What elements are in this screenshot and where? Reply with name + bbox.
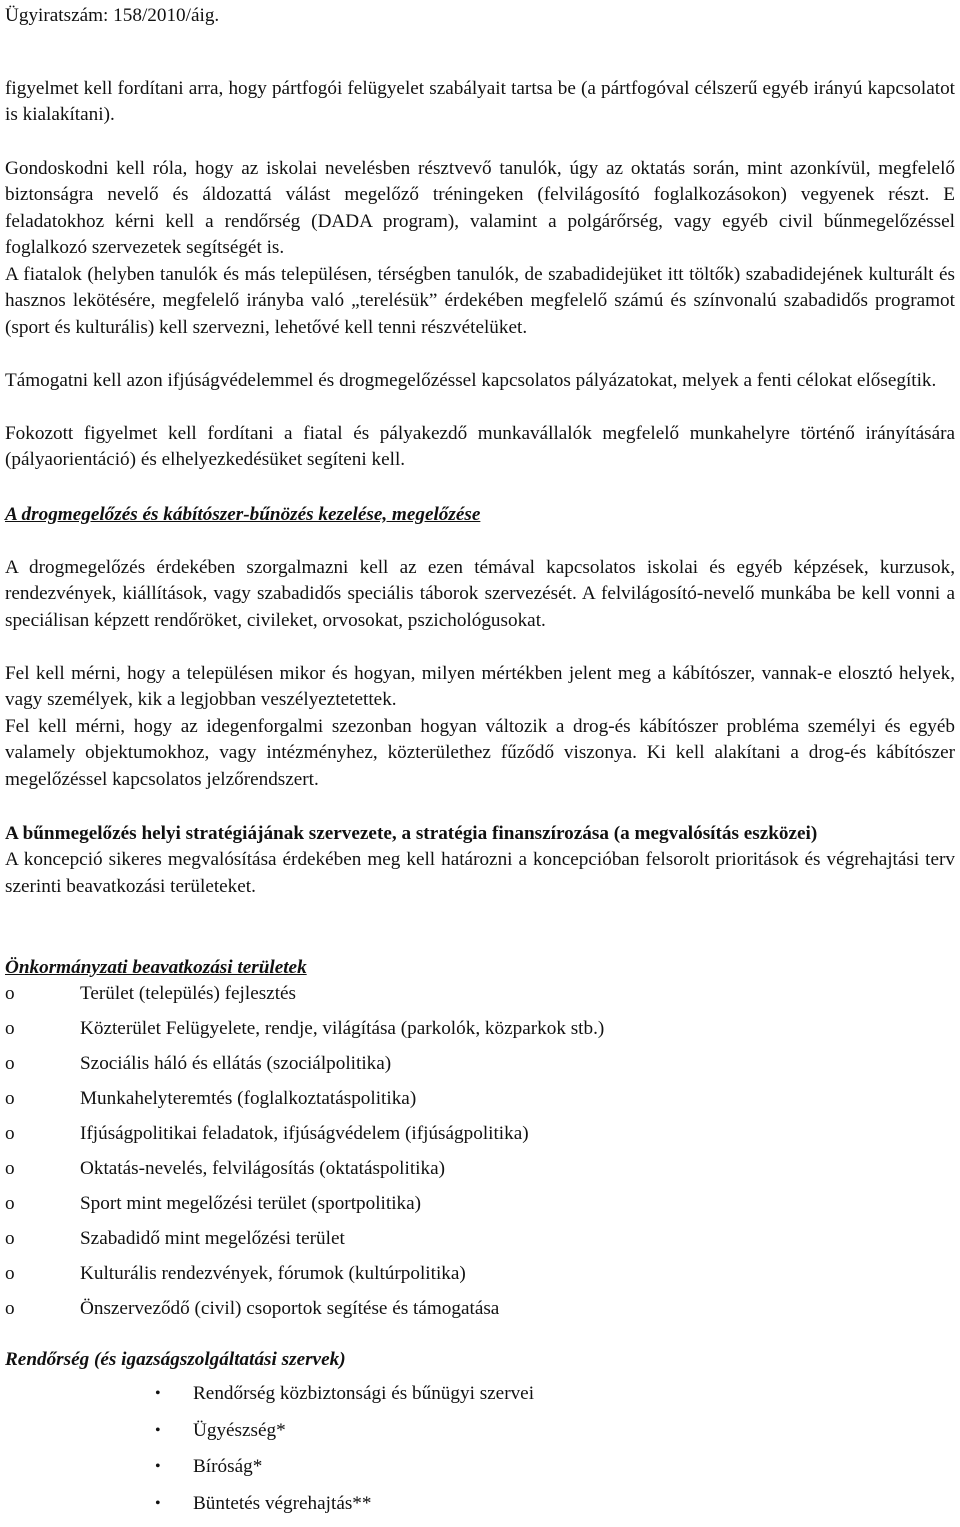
circle-bullet-icon: o — [5, 1193, 15, 1214]
circle-bullet-icon: o — [5, 1053, 15, 1074]
bullet-dot-icon: • — [155, 1458, 161, 1476]
list-item-text: Rendőrség közbiztonsági és bűnügyi szervei — [193, 1383, 535, 1404]
paragraph-text: A koncepció sikeres megvalósítása érdekében meg kell határozni a koncepcióban felsorolt prioritások és végrehajtási terv szerinti beavatkozási területeket. — [5, 849, 955, 897]
list-item — [5, 1016, 955, 1051]
list-item — [5, 1051, 955, 1086]
list-item-text: Büntetés végrehajtás** — [193, 1492, 372, 1514]
paragraph-text: A drogmegelőzés érdekében szorgalmazni kell az ezen témával kapcsolatos iskolai és egyéb képzések, kurzusok, rendezvények, kiállítások, vagy szabadidős speciális táborok szervezését. A felvilágosító-nevelő munkába be kell vonni a speciálisan képzett rendőröket, civileket, orvosokat, pszichológusokat. — [5, 557, 955, 631]
section-heading: A drogmegelőzés és kábítószer-bűnözés kezelése, megelőzése — [5, 504, 481, 525]
list-item-text: Sport mint megelőzési terület (sportpolitika) — [80, 1193, 422, 1214]
section-drug-prevention — [5, 502, 955, 528]
section-heading: A bűnmegelőzés helyi stratégiájának szervezete, a stratégia finanszírozása (a megvalósítás eszközei) — [5, 823, 818, 844]
circle-bullet-icon: o — [5, 1018, 15, 1039]
list-item-text: Ifjúságpolitikai feladatok, ifjúságvédelem (ifjúságpolitika) — [80, 1123, 529, 1144]
section-municipal — [5, 955, 955, 981]
paragraph-youth-leisure — [5, 262, 955, 341]
paragraph-drug-education — [5, 555, 955, 634]
list-item — [5, 981, 955, 1016]
list-item-text: Ügyészség* — [193, 1419, 286, 1441]
list-item-text: Terület (település) fejlesztés — [80, 983, 297, 1004]
circle-bullet-icon: o — [5, 1298, 15, 1319]
list-item — [5, 1121, 955, 1156]
police-list-container — [5, 1381, 955, 1527]
paragraph-text: Fokozott figyelmet kell fordítani a fiatal és pályakezdő munkavállalók megfelelő munkahelyre történő irányítására (pályaorientáció) és elhelyezkedésüket segíteni kell. — [5, 423, 955, 471]
circle-bullet-icon: o — [5, 1158, 15, 1179]
list-item-text: Önszerveződő (civil) csoportok segítése és támogatása — [80, 1298, 500, 1319]
paragraph-text: Támogatni kell azon ifjúságvédelemmel és drogmegelőzéssel kapcsolatos pályázatokat, melyek a fenti célokat elősegítik. — [5, 370, 937, 391]
paragraph-career-orientation — [5, 421, 955, 474]
police-list — [5, 1381, 955, 1527]
paragraph-tourism-season — [5, 714, 955, 793]
circle-bullet-icon: o — [5, 983, 15, 1004]
list-item — [5, 1381, 955, 1418]
bullet-dot-icon: • — [155, 1494, 161, 1512]
list-item-text: Szabadidő mint megelőzési terület — [80, 1228, 345, 1249]
list-item — [5, 1296, 955, 1331]
list-item — [5, 1226, 955, 1261]
reference-number: Ügyiratszám: 158/2010/áig. — [5, 5, 220, 26]
municipal-list — [5, 981, 955, 1331]
list-item-text: Munkahelyteremtés (foglalkoztatáspolitika) — [80, 1088, 417, 1109]
section-police — [5, 1347, 955, 1373]
list-item — [5, 1418, 955, 1455]
list-item-text: Szociális háló és ellátás (szociálpolitika) — [80, 1053, 392, 1074]
section-strategy — [5, 821, 955, 900]
circle-bullet-icon: o — [5, 1228, 15, 1249]
paragraph-support-grants — [5, 368, 955, 394]
circle-bullet-icon: o — [5, 1263, 15, 1284]
bullet-dot-icon: • — [155, 1421, 161, 1439]
list-item — [5, 1191, 955, 1226]
paragraph-text: Gondoskodni kell róla, hogy az iskolai nevelésben résztvevő tanulók, úgy az oktatás során, mint azonkívül, megfelelő biztonságra nevelő és áldozattá válást megelőző tréningeken (felvilágosító foglalkozásokon) vegyenek részt. E feladatokhoz kérni kell a rendőrség (DADA program), valamint a polgárőrség, vagy egyéb civil bűnmegelőzéssel foglalkozó szervezetek segítségét is. — [5, 158, 955, 259]
list-item-text: Bíróság* — [193, 1456, 263, 1478]
list-item — [5, 1261, 955, 1296]
paragraph-text: Fel kell mérni, hogy az idegenforgalmi szezonban hogyan változik a drog-és kábítószer probléma személyi és egyéb valamely objektumokhoz, vagy intézményhez, közterülethez fűződő viszonya. Ki kell alakítani a drog-és kábítószer megelőzéssel kapcsolatos jelzőrendszert. — [5, 716, 955, 790]
municipal-list-container — [5, 981, 955, 1331]
paragraph-text: Fel kell mérni, hogy a településen mikor és hogyan, milyen mértékben jelent meg a kábítószer, vannak-e elosztó helyek, vagy személyek, kik a legjobban veszélyeztetettek. — [5, 663, 955, 711]
list-item-text: Közterület Felügyelete, rendje, világítása (parkolók, közparkok stb.) — [80, 1018, 605, 1039]
list-item-text: Kulturális rendezvények, fórumok (kultúrpolitika) — [80, 1263, 466, 1284]
list-item — [5, 1454, 955, 1491]
list-item — [5, 1086, 955, 1121]
circle-bullet-icon: o — [5, 1123, 15, 1144]
list-item — [5, 1491, 955, 1527]
paragraph-probation — [5, 76, 955, 129]
list-item-text: Oktatás-nevelés, felvilágosítás (oktatáspolitika) — [80, 1158, 445, 1179]
paragraph-drug-assessment — [5, 661, 955, 714]
bullet-dot-icon: • — [155, 1385, 161, 1402]
circle-bullet-icon: o — [5, 1088, 15, 1109]
paragraph-school-training — [5, 156, 955, 262]
paragraph-text: figyelmet kell fordítani arra, hogy pártfogói felügyelet szabályait tartsa be (a pártfogóval célszerű egyéb irányú kapcsolatot is kialakítani). — [5, 78, 955, 126]
section-heading: Rendőrség (és igazságszolgáltatási szervek) — [5, 1349, 346, 1370]
section-heading: Önkormányzati beavatkozási területek — [5, 957, 307, 978]
list-item — [5, 1156, 955, 1191]
paragraph-text: A fiatalok (helyben tanulók és más településen, térségben tanulók, de szabadidejüket itt töltők) szabadidejének kulturált és hasznos lekötésére, megfelelő irányba való „terelésük” érdekében megfelelő számú és színvonalú szabadidős programot (sport és kulturális) kell szervezni, lehetővé kell tenni részvételüket. — [5, 264, 955, 338]
